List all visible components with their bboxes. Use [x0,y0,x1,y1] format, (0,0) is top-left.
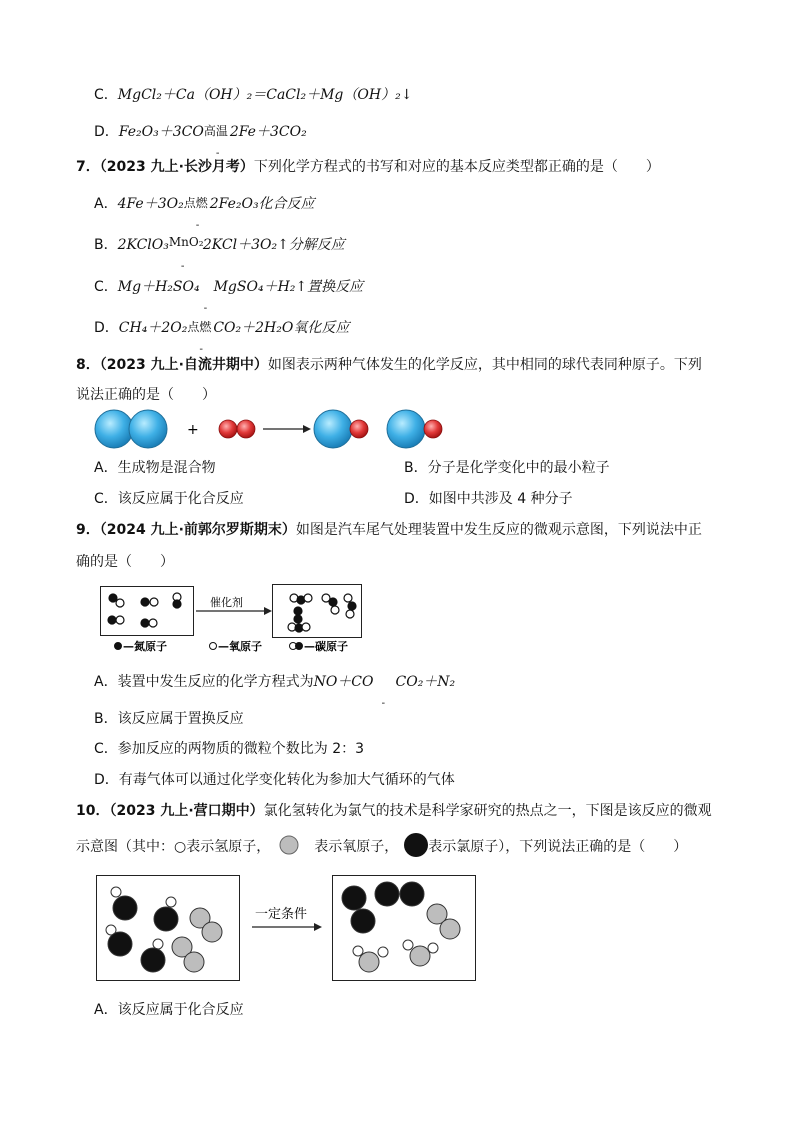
equation-rhs: MgSO₄＋H₂↑置换反应 [213,279,364,295]
plus-sign: + [187,422,199,438]
equation-lhs: 2KClO₃ [117,237,169,253]
question-text: 如图表示两种气体发生的化学反应，其中相同的球代表同种原子。下列 [267,357,702,373]
question-number: 8． [76,357,100,373]
equation-lhs: 4Fe＋3O₂ [117,196,184,212]
q9-option-d[interactable]: D．有毒气体可以通过化学变化转化为参加大气循环的气体 [94,772,455,788]
q10-option-a[interactable]: A．该反应属于化合反应 [94,1002,244,1018]
legend-oxygen: —氧原子 [218,640,262,653]
question-text: 下列化学方程式的书写和对应的基本反应类型都正确的是（ ） [253,159,660,175]
question-9-stem-line2: 确的是（ ） [76,554,174,570]
q8-option-d[interactable]: D．如图中共涉及 4 种分子 [404,491,573,507]
legend-carbon: —碳原子 [304,640,348,653]
option-letter: D． [94,320,119,336]
q9-option-a[interactable]: A．装置中发生反应的化学方程式为NO＋CO - CO₂＋N₂ [94,674,456,709]
option-letter: D． [94,124,119,140]
legend-nitrogen: —氮原子 [123,640,167,653]
question-source: （2024 九上·前郭尔罗斯期末） [99,522,296,538]
option-letter: A． [94,196,118,212]
question-source: （2023 九上·自流井期中） [99,357,268,373]
condition-label: 一定条件 [255,907,308,922]
equation: MgCl₂＋Ca（OH）₂＝CaCl₂＋Mg（OH）₂↓ [117,87,413,103]
stem-part: 示意图（其中：○表示氢原子， [76,839,271,855]
option-letter: C． [94,87,118,103]
reaction-condition: 高温 [203,124,228,138]
question-text: 氯化氢转化为氯气的技术是科学家研究的热点之一，下图是该反应的微观 [263,803,712,819]
stem-part: 表示氯原子），下列说法正确的是（ ） [428,839,688,855]
question-8-stem-line2: 说法正确的是（ ） [76,387,216,403]
equation-lhs: Mg＋H₂SO₄ [117,279,200,295]
q9-option-b[interactable]: B．该反应属于置换反应 [94,711,244,727]
stem-part: 表示氧原子， [314,839,399,855]
question-text: 如图是汽车尾气处理装置中发生反应的微观示意图，下列说法中正 [295,522,702,538]
q6-option-d[interactable]: D．Fe₂O₃＋3CO 高温 - 2Fe＋3CO₂ [94,124,307,159]
equation-lhs: CH₄＋2O₂ [118,320,188,336]
question-source: （2023 九上·长沙月考） [99,159,254,175]
q8-option-a[interactable]: A．生成物是混合物 [94,460,216,476]
equation-rhs: 2Fe₂O₃化合反应 [209,196,315,212]
option-letter: A． [94,674,118,690]
q7-option-d[interactable]: D．CH₄＋2O₂ 点燃 - CO₂＋2H₂O氧化反应 [94,320,350,355]
reaction-condition: MnO₂ [168,235,204,249]
question-number: 10． [76,803,110,819]
option-letter: B． [94,237,118,253]
question-source: （2023 九上·营口期中） [109,803,264,819]
q7-option-b[interactable]: B．2KClO₃ MnO₂ - 2KCl＋3O₂↑分解反应 [94,235,345,272]
catalyst-label: 催化剂 [210,596,243,609]
equation-rhs: 2KCl＋3O₂↑分解反应 [202,237,345,253]
equation-rhs: CO₂＋2H₂O氧化反应 [213,320,350,336]
equation-rhs: CO₂＋N₂ [395,674,456,690]
equation-lhs: NO＋CO [313,674,374,690]
reaction-condition: 点燃 [187,320,212,334]
equation-rhs: 2Fe＋3CO₂ [229,124,307,140]
option-text: 装置中发生反应的化学方程式为 [117,674,314,690]
option-letter: C． [94,279,118,295]
equation-lhs: Fe₂O₃＋3CO [118,124,204,140]
question-number: 7． [76,159,100,175]
q7-option-a[interactable]: A．4Fe＋3O₂ 点燃 - 2Fe₂O₃化合反应 [94,196,315,231]
q8-option-c[interactable]: C．该反应属于化合反应 [94,491,244,507]
q9-option-c[interactable]: C．参加反应的两物质的微粒个数比为 2：3 [94,741,365,757]
q7-option-c[interactable]: C．Mg＋H₂SO₄ - MgSO₄＋H₂↑置换反应 [94,279,364,314]
reaction-condition: 点燃 [183,196,208,210]
question-number: 9． [76,522,100,538]
q8-option-b[interactable]: B．分子是化学变化中的最小粒子 [404,460,610,476]
